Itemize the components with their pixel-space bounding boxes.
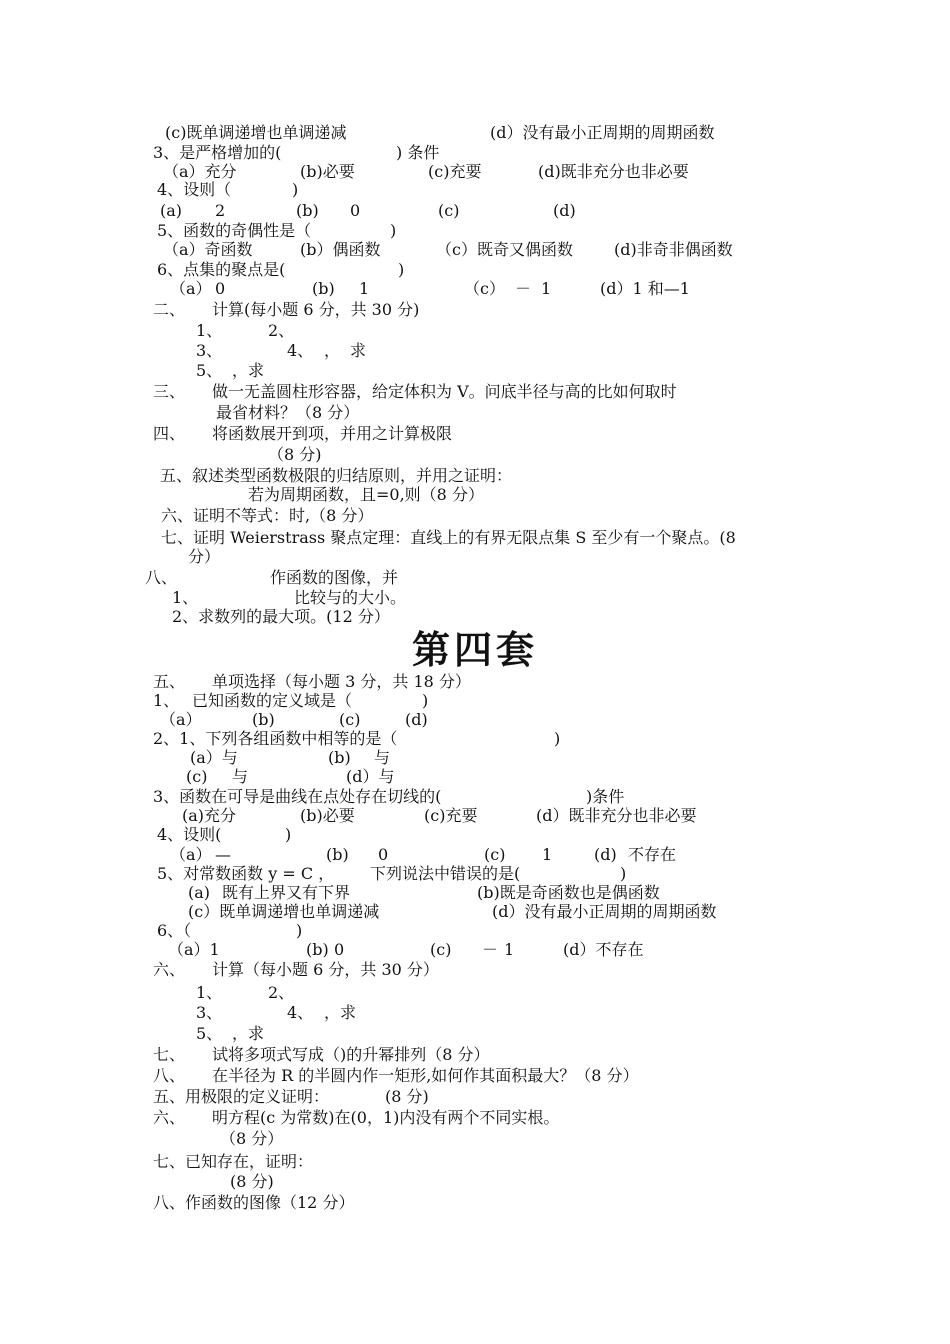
text-segment: －	[515, 279, 532, 298]
text-segment: 求	[350, 341, 367, 360]
text-segment: 4、设则（	[157, 180, 232, 199]
text-segment: （8 分）	[220, 1129, 284, 1148]
text-segment: (c)	[430, 940, 452, 959]
text-segment: (b)必要	[300, 806, 355, 825]
text-segment: )	[285, 825, 292, 844]
text-segment: （c）既奇又偶函数	[436, 240, 573, 259]
text-segment: (c)充要	[424, 806, 478, 825]
text-segment: 已知函数的定义域是（	[192, 691, 353, 710]
text-segment: (d）1 和—1	[600, 279, 690, 298]
text-segment: (b)	[252, 710, 275, 729]
text-segment: －	[482, 940, 499, 959]
text-segment: 4、设则(	[157, 825, 222, 844]
text-segment: 4、	[287, 1003, 314, 1022]
text-segment: (c)	[484, 845, 506, 864]
text-segment: 0	[350, 201, 361, 220]
text-segment: ) 条件	[396, 143, 440, 162]
text-segment: 若为周期函数，且=0,则（8 分）	[248, 485, 484, 504]
text-segment: 0	[215, 279, 226, 298]
text-segment: 六、	[153, 960, 186, 979]
text-segment: 三、	[153, 382, 186, 401]
text-segment: 五、	[153, 672, 186, 691]
text-segment: 既有上界又有下界	[222, 883, 351, 902]
text-segment: (8 分)	[385, 1087, 429, 1106]
text-segment: 2、1、下列各组函数中相等的是（	[153, 729, 398, 748]
text-segment: )条件	[586, 787, 625, 806]
text-segment: (d）既非充分也非必要	[536, 806, 697, 825]
text-segment: 6、（	[157, 921, 192, 940]
text-segment: 不存在	[628, 845, 677, 864]
text-segment: 1	[542, 845, 553, 864]
text-segment: 4、	[287, 341, 314, 360]
text-segment: 八、	[145, 568, 178, 587]
text-segment: 5、函数的奇偶性是（	[157, 221, 312, 240]
text-segment: (d)	[405, 710, 428, 729]
text-segment: 2、	[268, 321, 295, 340]
text-segment: （a）	[170, 845, 212, 864]
section-heading: 第四套	[411, 627, 538, 672]
text-segment: 明方程(c 为常数)在(0，1)内没有两个不同实根。	[212, 1108, 560, 1127]
text-segment: 1、	[153, 691, 180, 710]
text-segment: 八、作函数的图像（12 分）	[153, 1193, 355, 1212]
text-segment: 将函数展开到项，并用之计算极限	[212, 424, 453, 443]
text-segment: （8 分)	[268, 445, 322, 464]
text-segment: (b)既是奇函数也是偶函数	[477, 883, 660, 902]
text-segment: (c)既单调递增也单调递减	[165, 123, 347, 142]
text-segment: )	[422, 691, 429, 710]
text-segment: 四、	[153, 424, 186, 443]
text-segment: （a）充分	[163, 162, 237, 181]
text-segment: 1	[504, 940, 515, 959]
text-segment: （a）1	[168, 940, 220, 959]
text-segment: 最省材料？（8 分）	[216, 403, 360, 422]
text-segment: 2、	[268, 983, 295, 1002]
text-segment: 计算（每小题 6 分，共 30 分）	[212, 960, 439, 979]
text-segment: 五、用极限的定义证明：	[153, 1087, 330, 1106]
text-segment: 0	[378, 845, 389, 864]
text-segment: 与	[232, 767, 249, 786]
text-segment: （a）	[160, 710, 202, 729]
text-segment: （c）	[464, 279, 505, 298]
text-segment: ，求	[232, 1024, 265, 1043]
text-segment: (d)非奇非偶函数	[614, 240, 733, 259]
text-segment: (c)充要	[428, 162, 482, 181]
text-segment: 比较与的大小。	[294, 588, 407, 607]
text-segment: 5、	[196, 361, 223, 380]
text-segment: (d)	[594, 845, 617, 864]
text-segment: (c)	[438, 201, 460, 220]
text-segment: 与	[374, 748, 391, 767]
text-segment: 作函数的图像，并	[270, 568, 399, 587]
text-segment: 七、证明 Weierstrass 聚点定理：直线上的有界无限点集 S 至少有一个聚点。(8	[161, 528, 736, 547]
text-segment: )	[398, 260, 405, 279]
text-segment: 分）	[188, 547, 221, 566]
text-segment: (a)充分	[182, 806, 237, 825]
text-segment: 0	[334, 940, 345, 959]
text-segment: (c）既单调递增也单调递减	[188, 902, 380, 921]
text-segment: 2	[215, 201, 226, 220]
text-segment: 二、	[153, 300, 186, 319]
text-segment: ，求	[324, 1003, 357, 1022]
text-segment: (b)	[326, 845, 349, 864]
text-segment: 计算(每小题 6 分，共 30 分)	[212, 300, 420, 319]
text-segment: 八、	[153, 1066, 186, 1085]
text-segment: 3、	[196, 341, 223, 360]
text-segment: (8 分)	[230, 1172, 274, 1191]
text-segment: (a）与	[190, 748, 238, 767]
text-segment: 1	[359, 279, 370, 298]
text-segment: (b)	[312, 279, 335, 298]
text-segment: 3、	[196, 1003, 223, 1022]
text-segment: (d)既非充分也非必要	[538, 162, 689, 181]
text-segment: 1、	[196, 321, 223, 340]
text-segment: )	[620, 864, 627, 883]
text-segment: ，求	[232, 361, 265, 380]
text-segment: 六、证明不等式：时,（8 分）	[161, 506, 374, 525]
text-segment: (b)	[306, 940, 329, 959]
text-segment: (b)	[328, 748, 351, 767]
text-segment: 1	[541, 279, 552, 298]
text-segment: (d)	[553, 201, 576, 220]
text-segment: (c)	[339, 710, 361, 729]
text-segment: )	[296, 921, 303, 940]
text-segment: ，	[324, 341, 341, 360]
text-segment: (d）不存在	[563, 940, 644, 959]
text-segment: 六、	[153, 1108, 186, 1127]
text-segment: 5、	[196, 1024, 223, 1043]
text-segment: (a)	[188, 883, 211, 902]
text-segment: (b)必要	[300, 162, 355, 181]
text-segment: (b)	[296, 201, 319, 220]
text-segment: )	[292, 180, 299, 199]
text-segment: 五、叙述类型函数极限的归结原则，并用之证明：	[160, 466, 513, 485]
text-segment: （a）	[170, 279, 212, 298]
text-segment: (d）与	[346, 767, 395, 786]
text-segment: （a）奇函数	[163, 240, 253, 259]
text-segment: 6、点集的聚点是(	[157, 260, 286, 279]
text-segment: )	[554, 729, 561, 748]
text-segment: 七、已知存在，证明：	[153, 1152, 314, 1171]
text-segment: (d）没有最小正周期的周期函数	[492, 902, 717, 921]
text-segment: 5、对常数函数 y = C ，	[157, 864, 335, 883]
text-segment: 3、函数在可导是曲线在点处存在切线的(	[153, 787, 442, 806]
text-segment: 单项选择（每小题 3 分，共 18 分）	[212, 672, 471, 691]
text-segment: 做一无盖圆柱形容器，给定体积为 V。问底半径与高的比如何取时	[212, 382, 677, 401]
text-segment: 3、是严格增加的(	[153, 143, 282, 162]
text-segment: (d）没有最小正周期的周期函数	[490, 123, 715, 142]
text-segment: 在半径为 R 的半圆内作一矩形,如何作其面积最大？（8 分）	[212, 1066, 639, 1085]
text-segment: (a)	[160, 201, 183, 220]
text-segment: (c)	[186, 767, 208, 786]
text-segment: —	[215, 845, 231, 864]
text-segment: 1、	[172, 588, 199, 607]
text-segment: )	[390, 221, 397, 240]
text-segment: 2、求数列的最大项。(12 分）	[172, 607, 390, 626]
text-segment: 下列说法中错误的是(	[370, 864, 521, 883]
text-segment: 七、	[153, 1045, 186, 1064]
text-segment: 1、	[196, 983, 223, 1002]
text-segment: 试将多项式写成（)的升幂排列（8 分）	[212, 1045, 490, 1064]
text-segment: (b）偶函数	[300, 240, 381, 259]
